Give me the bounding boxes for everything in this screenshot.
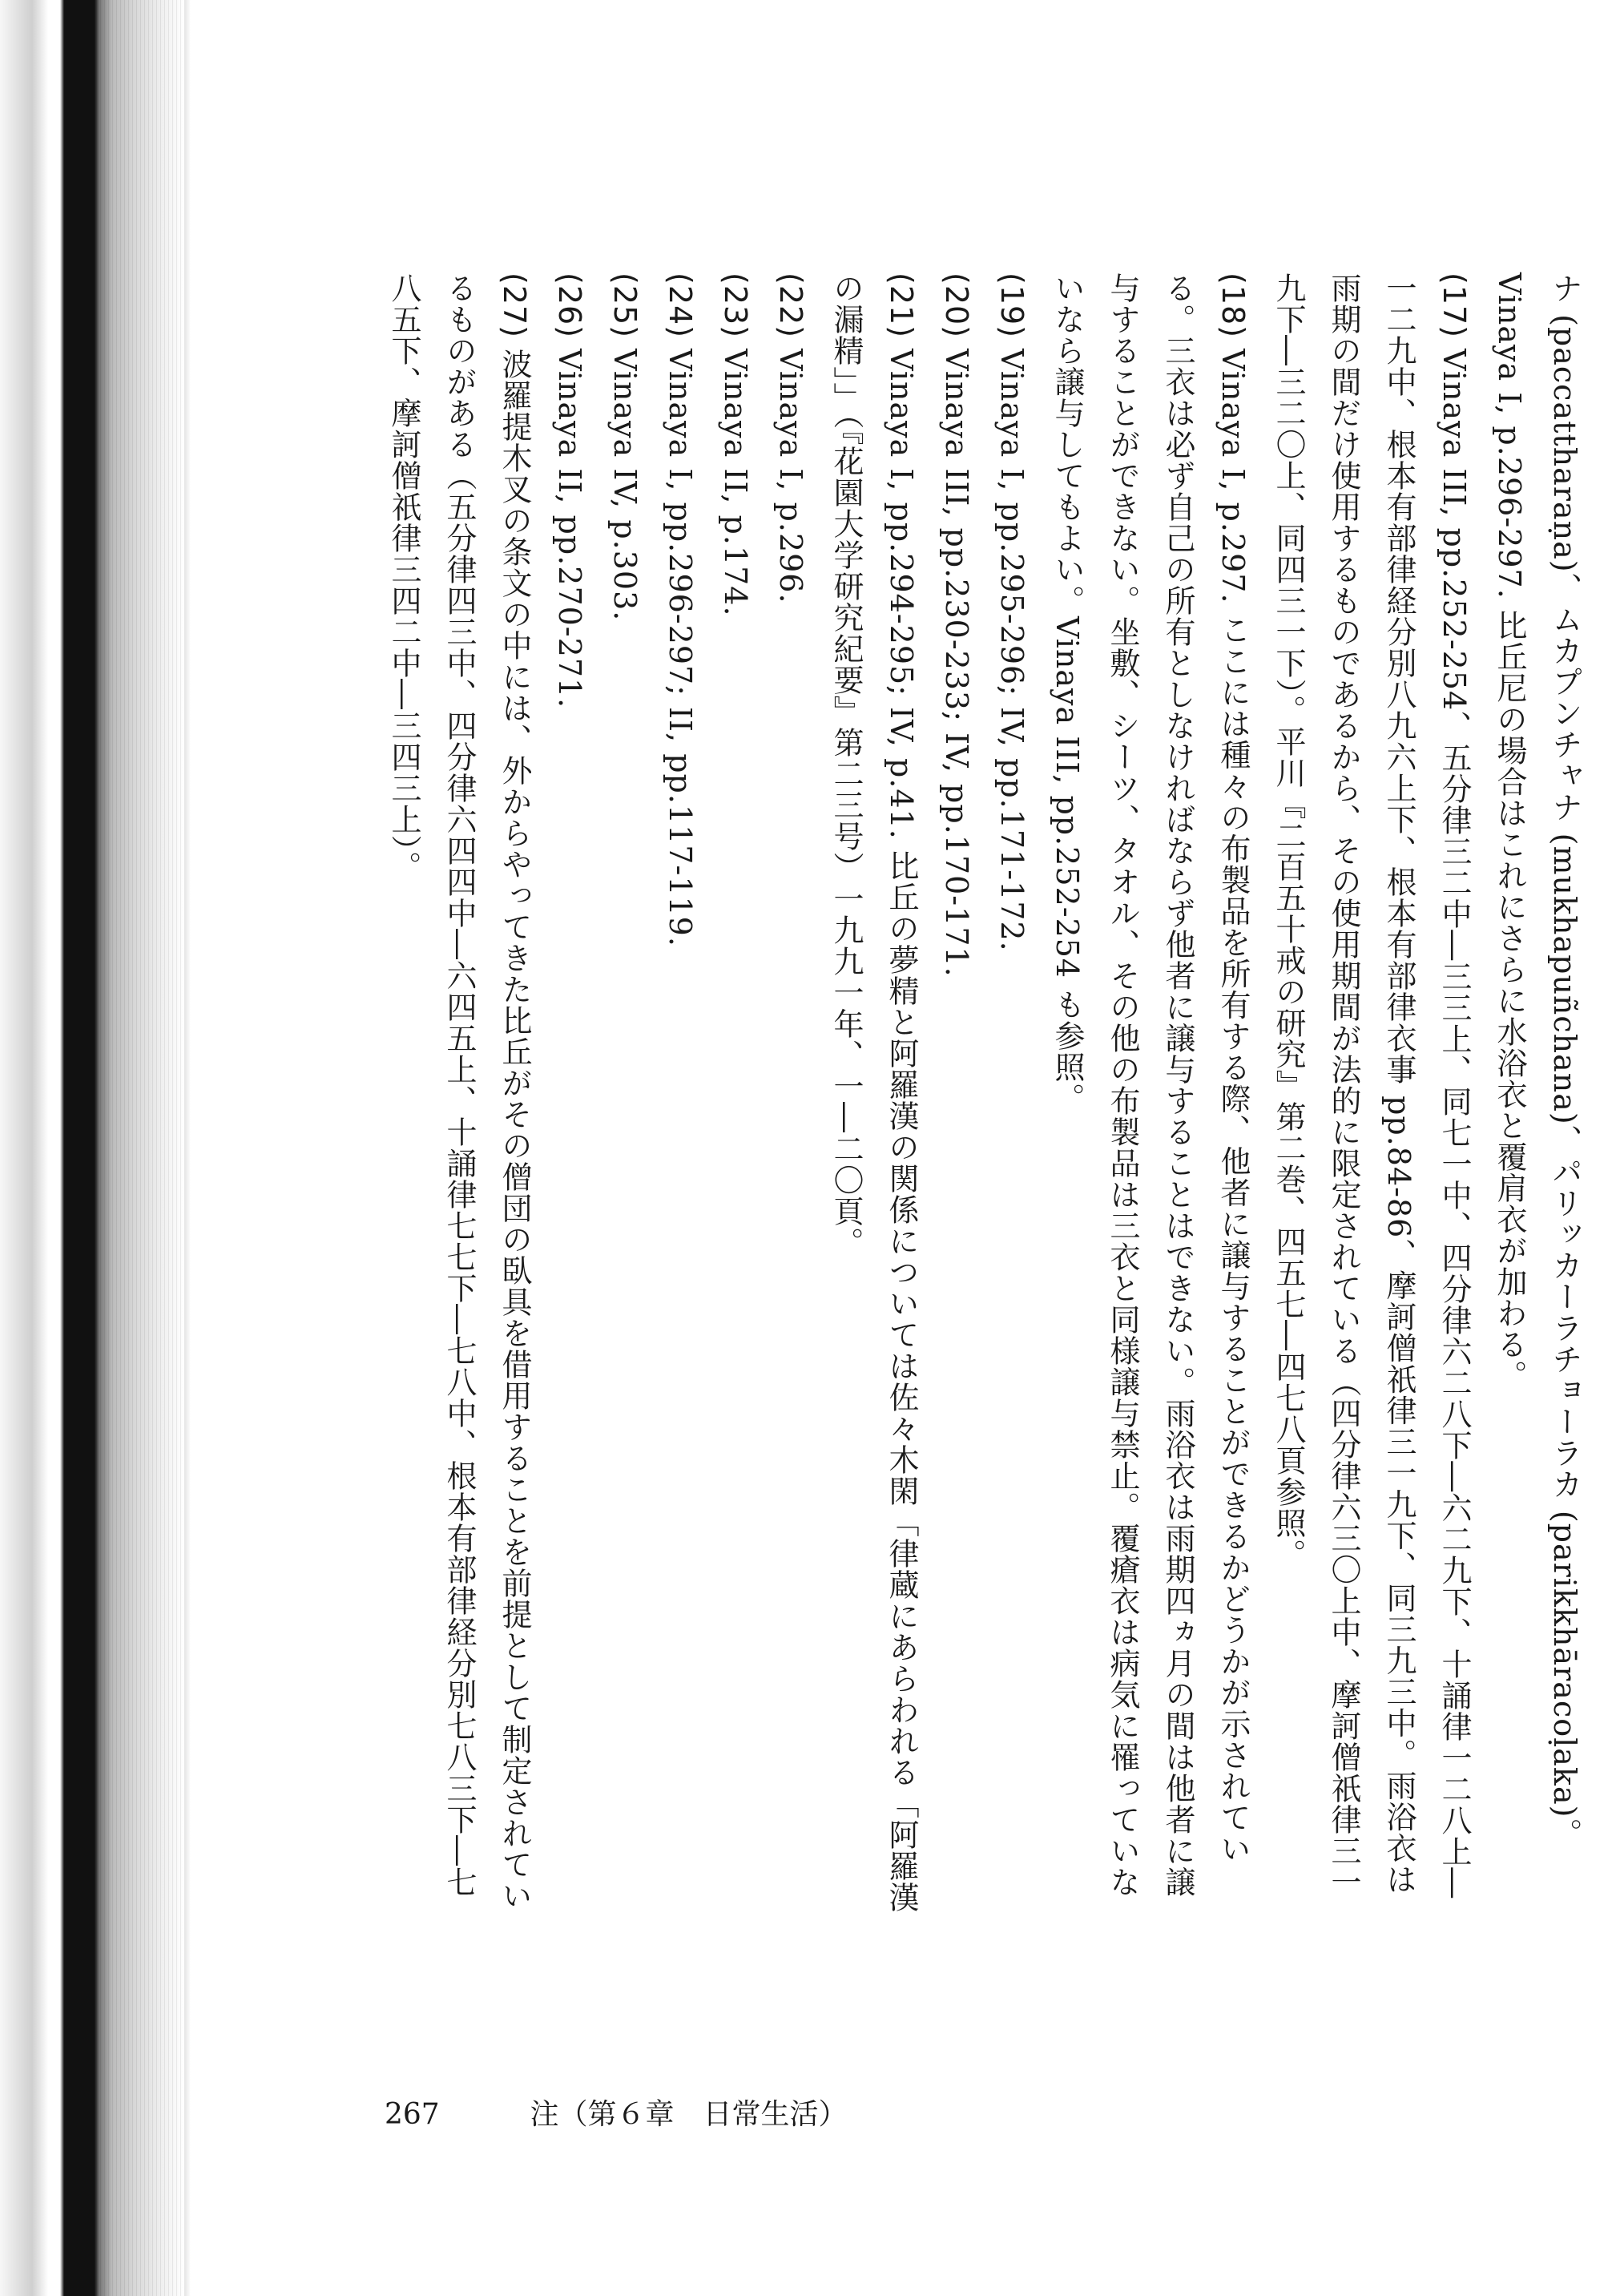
note-number: (17) xyxy=(1437,272,1472,339)
note-22 xyxy=(763,272,818,1915)
note-24 xyxy=(652,272,707,1915)
scan-edge xyxy=(184,0,191,2296)
note-27 xyxy=(376,272,542,1915)
note-number: (18) xyxy=(1215,272,1251,339)
page-number: 267 xyxy=(385,2098,440,2131)
note-number: (25) xyxy=(607,272,643,339)
note-26 xyxy=(542,272,597,1915)
note-17 xyxy=(1260,272,1481,1915)
note-number: (24) xyxy=(663,272,698,339)
note-text: Vinaya I, pp.295-296; IV, pp.171-172. xyxy=(994,349,1030,952)
running-head: 注（第６章 日常生活） xyxy=(530,2098,848,2131)
note-text: Vinaya III, pp.252-254、五分律三二中―三三上、同七一中、四分律六二八下―六二九下、十誦律一二八上―一二九中、根本有部律経分別八九六上下、根本有部律衣事 pp.84-86、摩訶僧祇律三一九下、同三九三中。雨浴衣は雨期の間だけ使用するものであるから、その使用期間が法的に限定されている（四分律六三〇上中、摩訶僧祇律三一九下―三二〇上、同四三一下）。平川『二百五十戒の研究』第二巻、四五七―四七八頁参照。 xyxy=(1271,272,1472,1899)
note-text: Vinaya II, p.174. xyxy=(718,349,753,617)
note-text: 波羅提木叉の条文の中には、外からやってきた比丘がその僧団の臥具を借用することを前提として制定されているものがある（五分律四三中、四分律六四四中―六四五上、十誦律七七下―七八中、根本有部律経分別七八三下―七八五下、摩訶僧祇律三四二中―三四三上）。 xyxy=(386,272,532,1912)
note-number: (27) xyxy=(497,272,532,339)
note-number: (21) xyxy=(884,272,919,339)
scan-gutter-lines xyxy=(96,0,184,2296)
note-number: (19) xyxy=(994,272,1030,339)
note-18 xyxy=(1039,272,1260,1915)
note-text: Vinaya I, p.297. ここには種々の布製品を所有する際、他者に譲与することができるかどうかが示されている。三衣は必ず自己の所有としなければならず他者に譲与することはできない。雨浴衣は雨期四ヵ月の間は他者に譲与することができない。坐敷、シーツ、タオル、その他の布製品は三衣と同様譲与禁止。覆瘡衣は病気に罹っていないなら譲与してもよい。Vinaya III, pp.252-254 も参照。 xyxy=(1050,272,1251,1898)
note-23 xyxy=(707,272,763,1915)
note-number: (26) xyxy=(552,272,587,339)
note-20 xyxy=(929,272,984,1915)
note-25 xyxy=(597,272,652,1915)
note-text: Vinaya I, p.296. xyxy=(773,349,808,604)
note-text: Vinaya IV, p.303. xyxy=(607,349,643,622)
note-text: ナ (paccattharaṇa)、ムカプンチャナ (mukhapuñchana)、パリッカーラチョーラカ (parikkhāracoḷaka)。Vinaya I, p.296-297. 比丘尼の場合はこれにさらに水浴衣と覆肩衣が加わる。 xyxy=(1492,272,1582,1850)
note-19 xyxy=(984,272,1039,1915)
note-number: (20) xyxy=(939,272,974,339)
notes-body xyxy=(326,272,1592,1915)
note-continued xyxy=(1481,272,1592,1915)
note-21 xyxy=(818,272,929,1915)
note-text: Vinaya I, pp.296-297; II, pp.117-119. xyxy=(663,349,698,947)
note-text: Vinaya I, pp.294-295; IV, p.41. 比丘の夢精と阿羅漢の関係については佐々木閑「律蔵にあらわれる「阿羅漢の漏精」」（『花園大学研究紀要』第二三号）一九九一年、一―二〇頁。 xyxy=(828,272,919,1913)
page-footer xyxy=(385,2092,847,2133)
note-number: (22) xyxy=(773,272,808,339)
note-number: (23) xyxy=(718,272,753,339)
note-text: Vinaya II, pp.270-271. xyxy=(552,349,587,709)
note-text: Vinaya III, pp.230-233; IV, pp.170-171. xyxy=(939,349,974,978)
